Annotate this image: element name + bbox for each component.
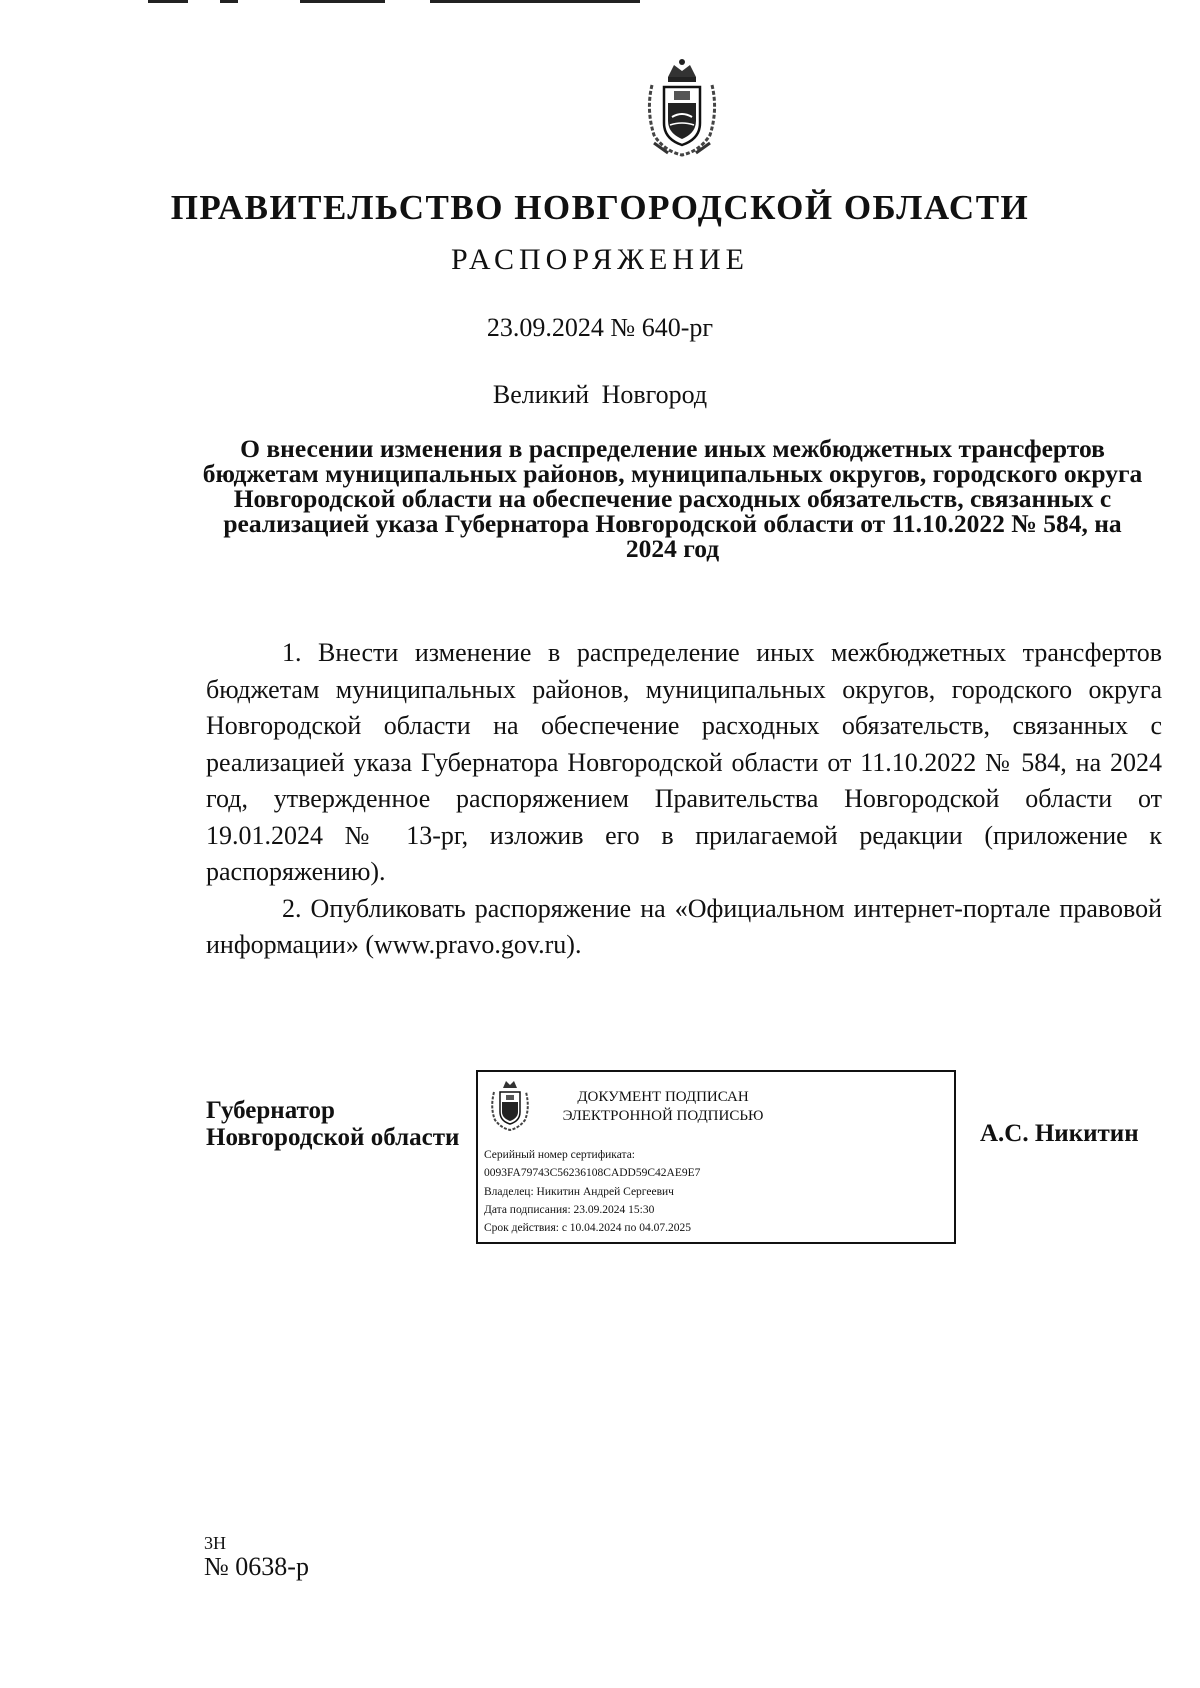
document-city: Великий Новгород	[492, 380, 708, 409]
footer-code: 3Н	[204, 1533, 226, 1553]
signer-name: А.С. Никитин	[980, 1120, 1139, 1147]
scan-artifact-line	[430, 0, 640, 3]
stamp-heading-line-1: ДОКУМЕНТ ПОДПИСАН	[577, 1089, 749, 1105]
signer-position	[206, 1097, 459, 1151]
stamp-validity: Срок действия: с 10.04.2024 по 04.07.2025	[484, 1222, 691, 1235]
document-subject: О внесении изменения в распределение иных межбюджетных трансфертов бюджетам муниципальных районов, муниципальных округов, городского округа Новгородской области на обеспечение расходных обязательств, связанных с реализацией указа Губернатора Новгородской области от 11.10.2022 № 584, на 2024 год	[202, 434, 1143, 563]
document-body	[206, 635, 1162, 964]
stamp-heading-line-2: ЭЛЕКТРОННОЙ ПОДПИСЬЮ	[562, 1108, 764, 1124]
signer-position-line-2: Новгородской области	[206, 1124, 460, 1151]
coat-of-arms-icon	[640, 55, 724, 160]
scan-artifact-line	[220, 0, 238, 3]
body-paragraph-2: 2. Опубликовать распоряжение на «Официальном интернет-портале правовой информации» (www.pravo.gov.ru).	[206, 893, 1162, 959]
document-date-number: 23.09.2024 № 640-рг	[486, 313, 714, 342]
organization-title: ПРАВИТЕЛЬСТВО НОВГОРОДСКОЙ ОБЛАСТИ	[170, 188, 1030, 227]
scan-artifact-line	[300, 0, 385, 3]
coat-of-arms-icon	[488, 1078, 532, 1132]
stamp-signed-date: Дата подписания: 23.09.2024 15:30	[484, 1203, 655, 1216]
electronic-signature-stamp	[476, 1070, 956, 1244]
stamp-heading	[558, 1088, 768, 1126]
body-paragraph-1: 1. Внести изменение в распределение иных межбюджетных трансфертов бюджетам муниципальных районов, муниципальных округов, городского округа Новгородской области на обеспечение расходных обязательств, связанных с реализацией указа Губернатора Новгородской области от 11.10.2022 № 584, на 2024 год, утвержденное распоряжением Правительства Новгородской области от 19.01.2024 № 13-рг, изложив его в прилагаемой редакции (приложение к распоряжению).	[206, 638, 1162, 886]
stamp-owner: Владелец: Никитин Андрей Сергеевич	[484, 1185, 674, 1198]
document-type: РАСПОРЯЖЕНИЕ	[450, 243, 750, 276]
stamp-details	[484, 1146, 700, 1237]
stamp-cert-label: Серийный номер сертификата:	[484, 1149, 635, 1161]
signer-position-line-1: Губернатор	[206, 1097, 335, 1124]
scan-artifact-line	[148, 0, 188, 3]
stamp-cert-serial: 0093FA79743C56236108CADD59C42AE9E7	[484, 1167, 701, 1180]
footer-number: № 0638-р	[204, 1552, 309, 1581]
